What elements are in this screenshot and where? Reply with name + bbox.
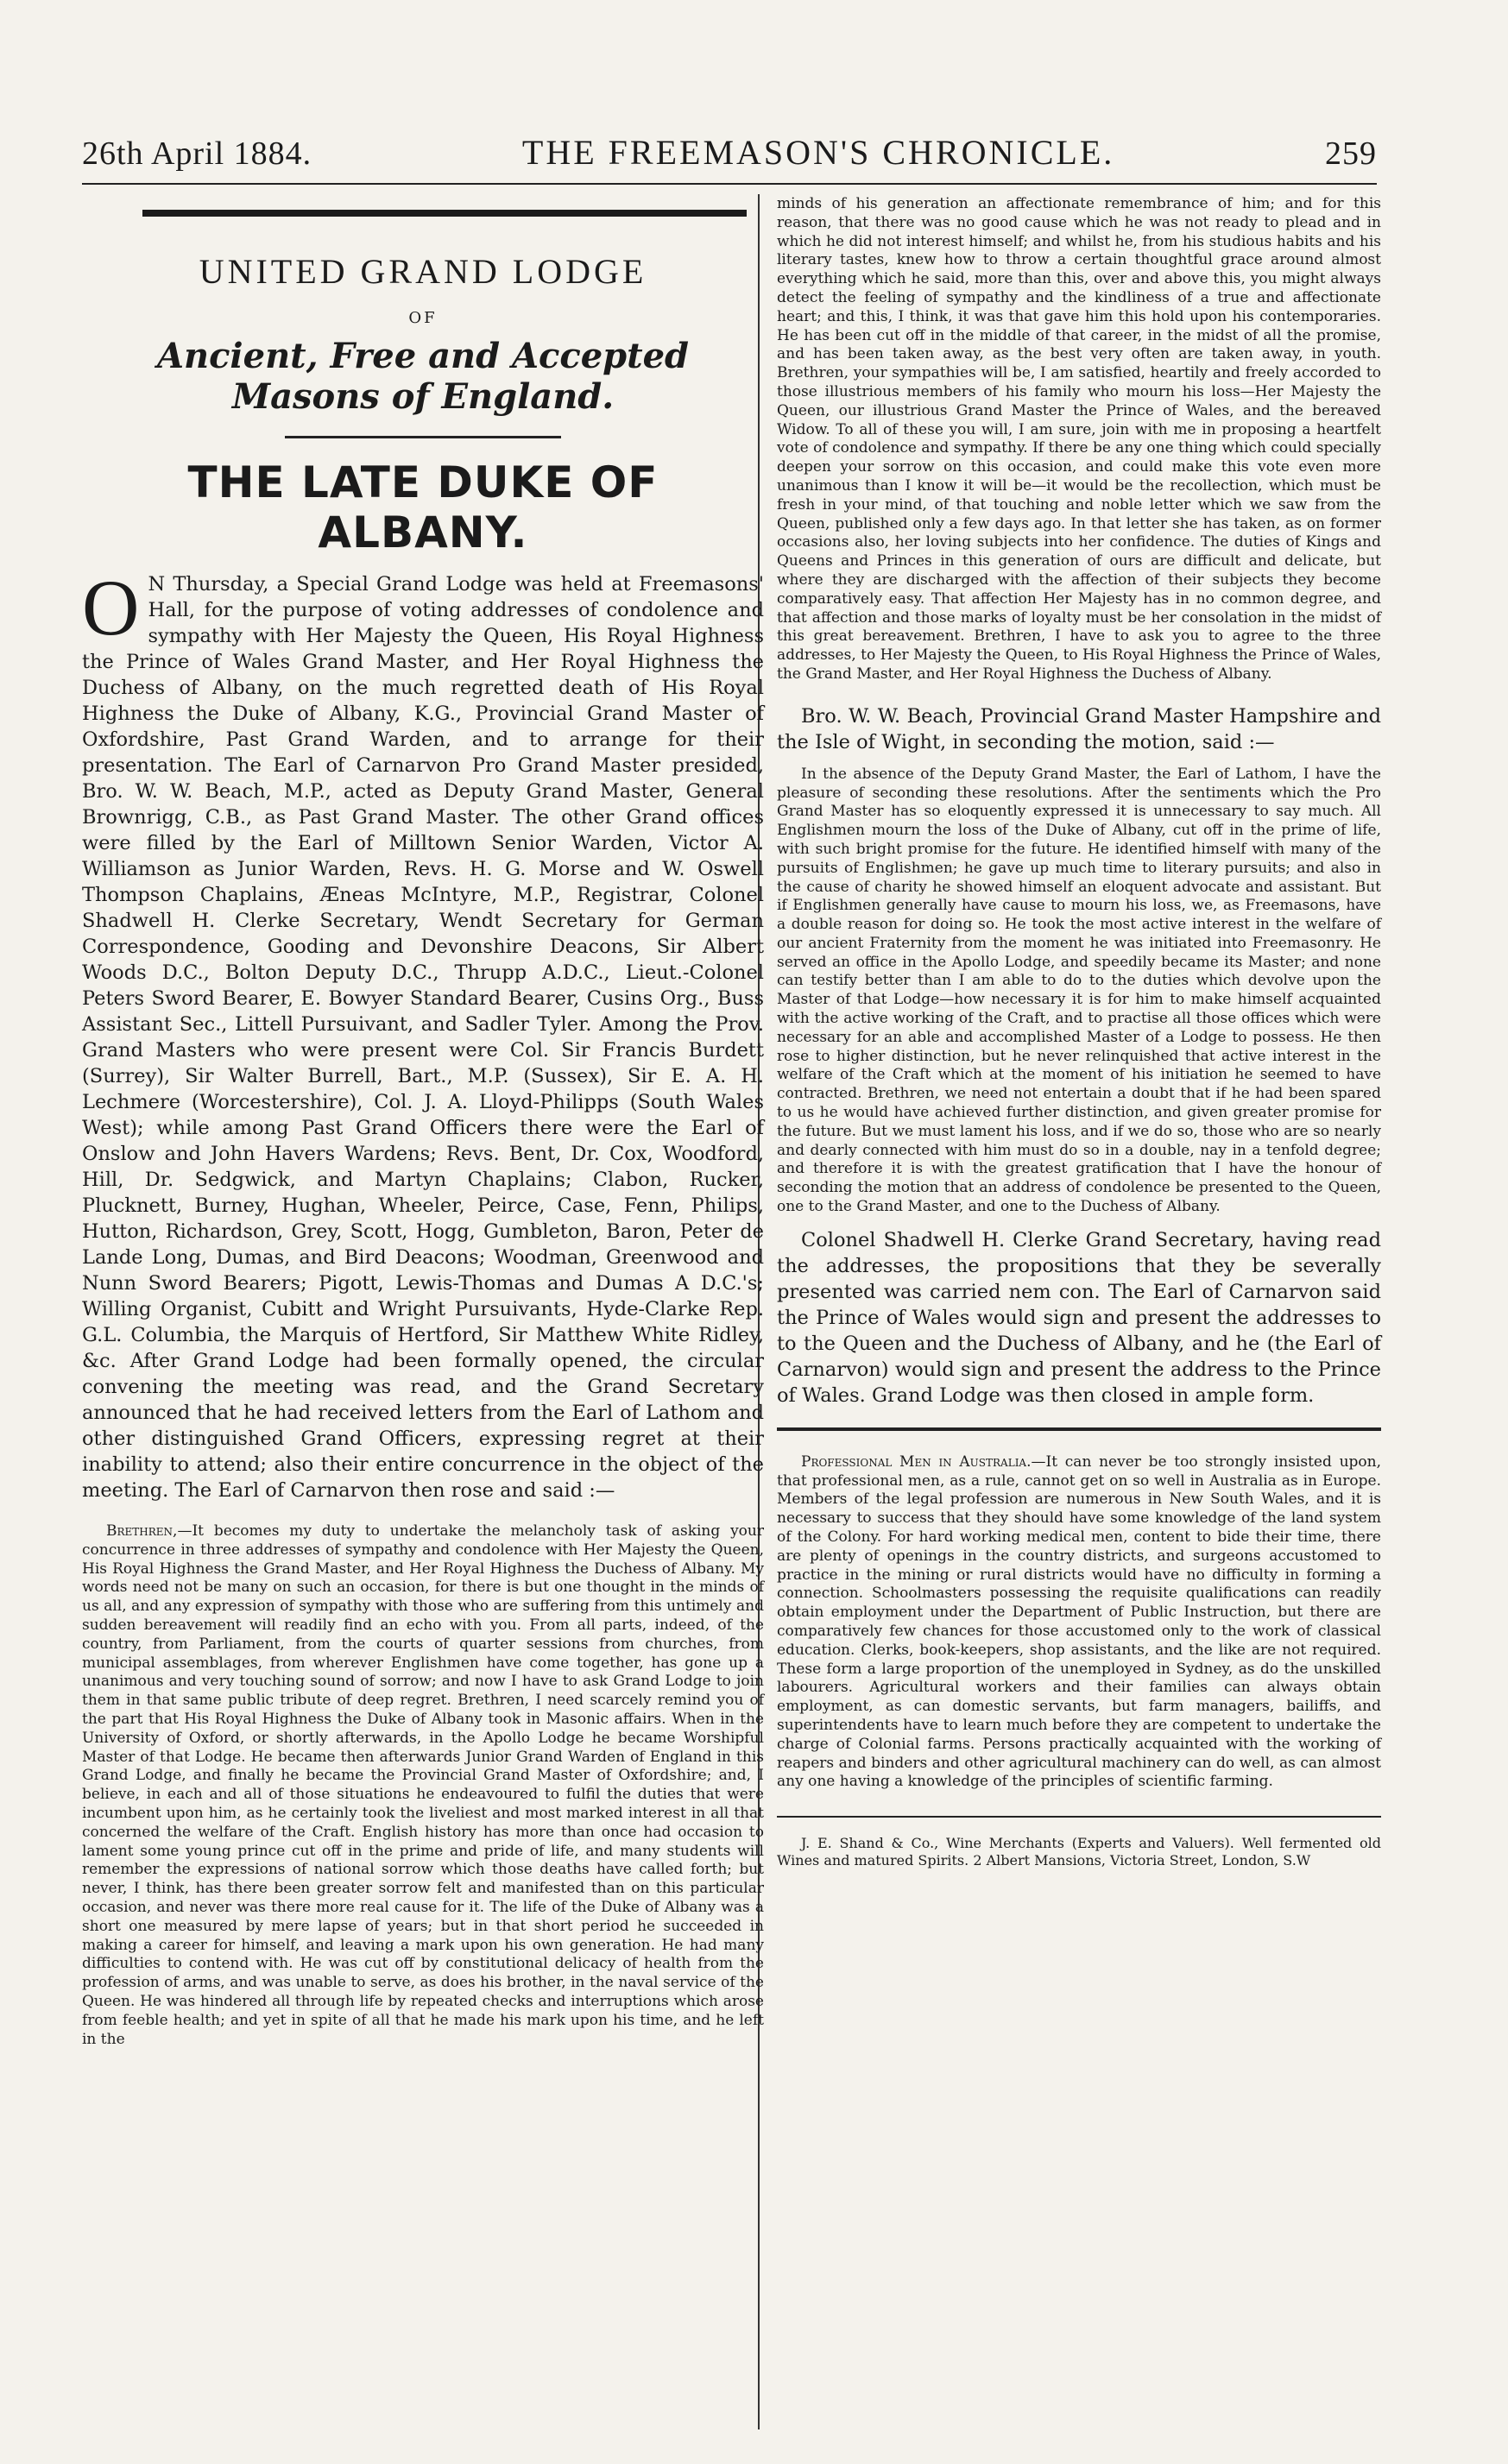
section-title-of: OF [408, 309, 438, 327]
article-intro-text: N Thursday, a Special Grand Lodge was held at Freemasons' Hall, for the purpose of voting addresses of condolence and sympathy with Her Majesty the Queen, His Royal Highness the Prince of Wales Grand Master, and Her Royal Highness the Duchess of Albany, on the much regretted death of His Royal Highness the Duke of Albany, K.G., Provincial Grand Master of Oxfordshire, Past Grand Warden, and to arrange for their presentation. The Earl of Carnarvon Pro Grand Master presided, Bro. W. W. Beach, M.P., acted as Deputy Grand Master, General Brownrigg, C.B., as Past Grand Master. The other Grand offices were filled by the Earl of Milltown Senior Warden, Victor A. Williamson as Junior Warden, Revs. H. G. Morse and W. Oswell Thompson Chaplains, Æneas McIntyre, M.P., Registrar, Colonel Shadwell H. Clerke Secretary, Wendt Secretary for German Correspondence, Gooding and Devonshire Deacons, Sir Albert Woods D.C., Bolton Deputy D.C., Thrupp A.D.C., Lieut.-Colonel Peters Sword Bearer, E. Bowyer Standard Bearer, Cusins Org., Buss Assistant Sec., Littell Pursuivant, and Sadler Tyler. Among the Prov. Grand Masters who were present were Col. Sir Francis Burdett (Surrey), Sir Walter Burrell, Bart., M.P. (Sussex), Sir E. A. H. Lechmere (Worcestershire), Col. J. A. Lloyd-Philipps (South Wales West); while among Past Grand Officers there were the Earl of Onslow and John Havers Wardens; Revs. Bent, Dr. Cox, Woodford, Hill, Dr. Sedgwick, and Martyn Chaplains; Clabon, Rucker, Plucknett, Burney, Hughan, Wheeler, Peirce, Case, Fenn, Philips, Hutton, Richardson, Grey, Scott, Hogg, Gumbleton, Baron, Peter de Lande Long, Dumas, and Bird Deacons; Woodman, Greenwood and Nunn Sword Bearers; Pigott, Lewis-Thomas and Dumas A D.C.'s; Willing Organist, Cubitt and Wright Pursuivants, Hyde-Clarke Rep. G.L. Columbia, the Marquis of Hertford, Sir Matthew White Ridley, &c. After Grand Lodge had been formally opened, the circular convening the meeting was read, and the Grand Secretary announced that he had received letters from the Earl of Lathom and other distinguished Grand Officers, expressing regret at their inability to attend; also their entire concurrence in the object of the meeting. The Earl of Carnarvon then rose and said :— [82, 573, 764, 1502]
carnarvon-speech [82, 1522, 764, 2049]
article-divider-rule [777, 1427, 1381, 1431]
masthead [82, 121, 1377, 173]
spacer [777, 1217, 1381, 1227]
speech-continued: minds of his generation an affectionate remembrance of him; and for this reason, that there was no good cause which he was not ready to plead and in which he did not interest himself; and whilst he, from his studious habits and his literary tastes, knew how to throw a certain thoughtful grace around almost everything which he said, more than this, over and above this, you might always detect the feeling of sympathy and the kindliness of a true and affectionate heart; and this, I think, it was that gave him this hold upon his contemporaries. He has been cut off in the middle of that career, in the midst of all the promise, and has been taken away, as the best very often are taken away, in youth. Brethren, your sympathies will be, I am satisfied, heartily and freely accorded to those illustrious members of his family who mourn his loss—Her Majesty the Queen, our illustrious Grand Master the Prince of Wales, and the bereaved Widow. To all of these you will, I am sure, join with me in proposing a heartfelt vote of condolence and sympathy. If there be any one thing which could specially deepen your sorrow on this occasion, and could make this vote even more unanimous than I know it will be—it would be the recollection, which must be fresh in your mind, of that touching and noble letter which we saw from the Queen, published only a few days ago. In that letter she has taken, as on former occasions also, her loving subjects into her confidence. The duties of Kings and Queens and Princes in this generation of ours are difficult and delicate, but where they are discharged with the affection of their subjects they become comparatively easy. That affection Her Majesty has in no common degree, and that affection and those marks of loyalty must be her consolation in the midst of this great bereavement. Brethren, I have to ask you to agree to the three addresses, to Her Majesty the Queen, to His Royal Highness the Prince of Wales, the Grand Master, and Her Royal Highness the Duchess of Albany. [777, 195, 1381, 683]
article-headline: THE LATE DUKE OF ALBANY. [187, 457, 659, 558]
speech-text: —It becomes my duty to undertake the melancholy task of asking your concurrence in three addresses of sympathy and condolence with Her Majesty the Queen, His Royal Highness the Grand Master, and Her Royal Highness the Duchess of Albany. My words need not be many on such an occasion, for there is but one thought in the minds of us all, and any expression of sympathy with those who are suffering from this untimely and sudden bereavement will readily find an echo with you. From all parts, indeed, of the country, from Parliament, from the courts of quarter sessions from churches, from municipal assemblages, from wherever Englishmen have come together, has gone up a unanimous and very touching sound of sorrow; and now I have to ask Grand Lodge to join them in that same public tribute of deep regret. Brethren, I need scarcely remind you of the part that His Royal Highness the Duke of Albany took in Masonic affairs. When in the University of Oxford, or shortly afterwards, in the Apollo Lodge he became Worshipful Master of that Lodge. He became then afterwards Junior Grand Warden of England in this Grand Lodge, and finally he became the Provincial Grand Master of Oxfordshire; and, I believe, in each and all of those situations he endeavoured to fulfil the duties that were incumbent upon him, as he certainly took the liveliest and most marked interest in all that concerned the welfare of the Craft. English history has more than once had occasion to lament some young prince cut off in the prime and pride of life, and many students will remember the expressions of national sorrow which those deaths have called forth; but never, I think, has there been greater sorrow felt and manifested than on this particular occasion, and never was there more real cause for it. The life of the Duke of Albany was a short one measured by mere lapse of years; but in that short period he succeeded in making a career for himself, and leaving a mark upon his own generation. He had many difficulties to contend with. He was cut off by constitutional delicacy of health from the profession of arms, and was unable to serve, as does his brother, in the naval service of the Queen. He was hindered all through life by repeated checks and interruptions which arose from feeble health; and yet in spite of all that he made his mark upon his time, and he left in the [82, 1522, 764, 2048]
professional-men-text: —It can never be too strongly insisted upon, that professional men, as a rule, cannot get on so well in Australia as in Europe. Members of the legal profession are numerous in New South Wales, and it is necessary to success that they should have some knowledge of the land system of the Colony. For hard working medical men, content to bide their time, there are plenty of openings in the country districts, and surgeons accustomed to practice in the mining or rural districts would have no difficulty in forming a connection. Schoolmasters possessing the requisite qualifications can readily obtain employment under the Department of Public Instruction, but there are comparatively few chances for those accustomed only to the work of classical education. Clerks, book-keepers, shop assistants, and the like are not required. These form a large proportion of the unemployed in Sydney, as do the unskilled labourers. Agricultural workers and their families can always obtain employment, as can domestic servants, but farm managers, bailiffs, and superintendents have to learn much before they are competent to undertake the charge of Colonial farms. Persons practically acquainted with the working of reapers and binders and other agricultural machinery can do well, as can almost any one having a knowledge of the principles of scientific farming. [777, 1453, 1382, 1791]
spacer [777, 755, 1381, 766]
beach-intro: Bro. W. W. Beach, Provincial Grand Master Hampshire and the Isle of Wight, in seconding the motion, said :— [777, 704, 1381, 753]
issue-date: 26th April 1884. [82, 135, 312, 172]
left-column [82, 194, 764, 2049]
section-title: UNITED GRAND LODGE [199, 252, 647, 291]
speech-lead: Brethren, [106, 1522, 178, 1540]
article-intro [82, 564, 764, 1503]
professional-men-article [777, 1453, 1381, 1792]
advert-rule [777, 1816, 1381, 1818]
masthead-rule [82, 183, 1377, 185]
page-number: 259 [1324, 135, 1377, 172]
section-top-rule [142, 210, 747, 217]
beach-speech: In the absence of the Deputy Grand Master, the Earl of Lathom, I have the pleasure of seconding these resolutions. After the sentiments which the Pro Grand Master has so eloquently expressed it is unnecessary to say much. All Englishmen mourn the loss of the Duke of Albany, cut off in the prime of life, with such bright promise for the future. He identified himself with many of the pursuits of Englishmen; he gave up much time to literary pursuits; and also in the cause of charity he showed himself an eloquent advocate and assistant. But if Englishmen generally have cause to mourn his loss, we, as Freemasons, have a double reason for doing so. He took the most active interest in the welfare of our ancient Fraternity from the moment he was initiated into Freemasonry. He served an office in the Apollo Lodge, and speedily became its Master; and none can testify better than I am able to do to the duties which devolve upon the Master of that Lodge—how necessary it is for him to make himself acquainted with the active working of the Craft, and to practise all those offices which were necessary for an able and accomplished Master of a Lodge to possess. He then rose to higher distinction, but he never relinquished that active interest in the welfare of the Craft which at the moment of his initiation he seemed to have contracted. Brethren, we need not entertain a doubt that if he had been spared to us he would have achieved further distinction, and given greater promise for the future. But we must lament his loss, and if we do so, those who are so nearly and dearly connected with him must do so in a double, nay in a tenfold degree; and therefore it is with the greatest gratification that I have the honour of seconding the motion that an address of condolence be presented to the Queen, one to the Grand Master, and one to the Duchess of Albany. [777, 765, 1381, 1216]
shand-advert: J. E. Shand & Co., Wine Merchants (Experts and Valuers). Well fermented old Wines and matured Spirits. 2 Albert Mansions, Victoria Street, London, S.W [777, 1835, 1381, 1869]
section-short-rule [285, 436, 561, 438]
clerke-paragraph: Colonel Shadwell H. Clerke Grand Secretary, having read the addresses, the propositions that they be severally presented was carried nem con. The Earl of Carnarvon said the Prince of Wales would sign and present the addresses to to the Queen and the Duchess of Albany, and he (the Earl of Carnarvon) would sign and present the address to the Prince of Wales. Grand Lodge was then closed in ample form. [777, 1228, 1381, 1407]
spacer [777, 684, 1381, 703]
section-subtitle: Ancient, Free and Accepted Masons of England. [156, 336, 690, 417]
drop-cap: O [82, 564, 140, 652]
professional-men-title: Professional Men in Australia. [801, 1453, 1032, 1471]
spacer [82, 1503, 764, 1522]
right-column [777, 195, 1381, 1869]
publication-title: THE FREEMASON'S CHRONICLE. [521, 133, 1115, 172]
